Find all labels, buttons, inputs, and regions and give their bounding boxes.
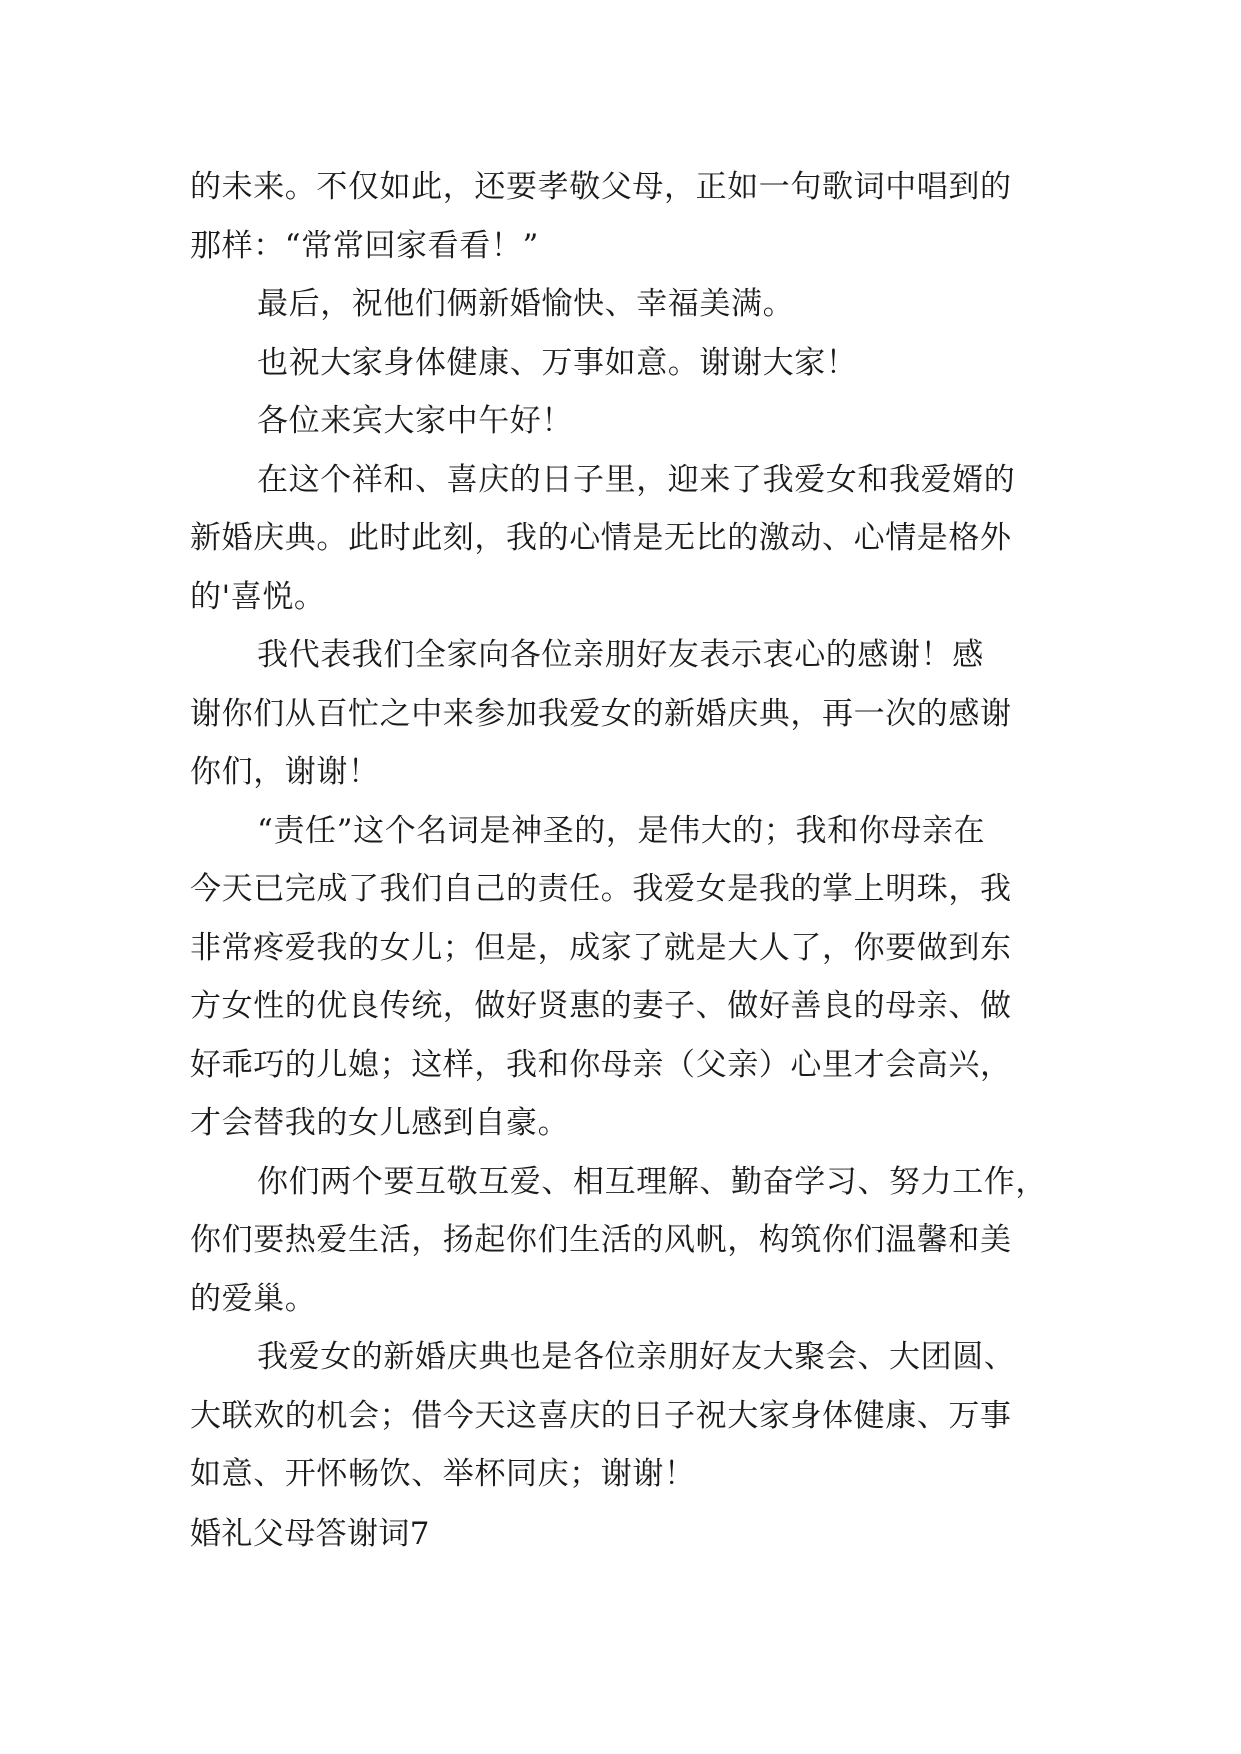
text-line: 新婚庆典。此时此刻，我的心情是无比的激动、心情是格外: [190, 520, 1012, 556]
section-heading: 婚礼父母答谢词7: [190, 1515, 430, 1552]
text-line: 谢你们从百忙之中来参加我爱女的新婚庆典，再一次的感谢: [190, 695, 1012, 732]
document-body: [190, 158, 1050, 1564]
text-line: 方女性的优良传统，做好贤惠的妻子、做好善良的母亲、做: [190, 988, 1012, 1024]
text-line: 你们，谢谢！: [190, 754, 380, 790]
text-line: 好乖巧的儿媳；这样，我和你母亲（父亲）心里才会高兴，: [190, 1046, 1012, 1083]
text-line: 你们两个要互敬互爱、相互理解、勤奋学习、努力工作，: [257, 1163, 1047, 1200]
text-line: 那样：“常常回家看看！”: [190, 227, 539, 264]
text-line: 最后，祝他们俩新婚愉快、幸福美满。: [257, 286, 795, 322]
text-line: 如意、开怀畅饮、举杯同庆；谢谢！: [190, 1456, 696, 1492]
text-line: 今天已完成了我们自己的责任。我爱女是我的掌上明珠，我: [190, 871, 1012, 907]
text-line: 也祝大家身体健康、万事如意。谢谢大家！: [257, 344, 858, 381]
text-line: 才会替我的女儿感到自豪。: [190, 1105, 570, 1141]
text-line: 各位来宾大家中午好！: [257, 403, 573, 439]
text-line: 大联欢的机会；借今天这喜庆的日子祝大家身体健康、万事: [190, 1397, 1012, 1434]
text-line: 我爱女的新婚庆典也是各位亲朋好友大聚会、大团圆、: [257, 1339, 1016, 1375]
text-line: 的'喜悦。: [190, 578, 326, 615]
text-line: 的爱巢。: [190, 1280, 317, 1317]
text-line: “责任”这个名词是神圣的，是伟大的；我和你母亲在: [257, 812, 986, 849]
text-line: 非常疼爱我的女儿；但是，成家了就是大人了，你要做到东: [190, 929, 1012, 966]
text-line: 的未来。不仅如此，还要孝敬父母，正如一句歌词中唱到的: [190, 169, 1012, 205]
text-line: 我代表我们全家向各位亲朋好友表示衷心的感谢！感: [257, 637, 984, 673]
text-line: 你们要热爱生活，扬起你们生活的风帆，构筑你们温馨和美: [190, 1222, 1012, 1258]
text-line: 在这个祥和、喜庆的日子里，迎来了我爱女和我爱婿的: [257, 461, 1016, 498]
